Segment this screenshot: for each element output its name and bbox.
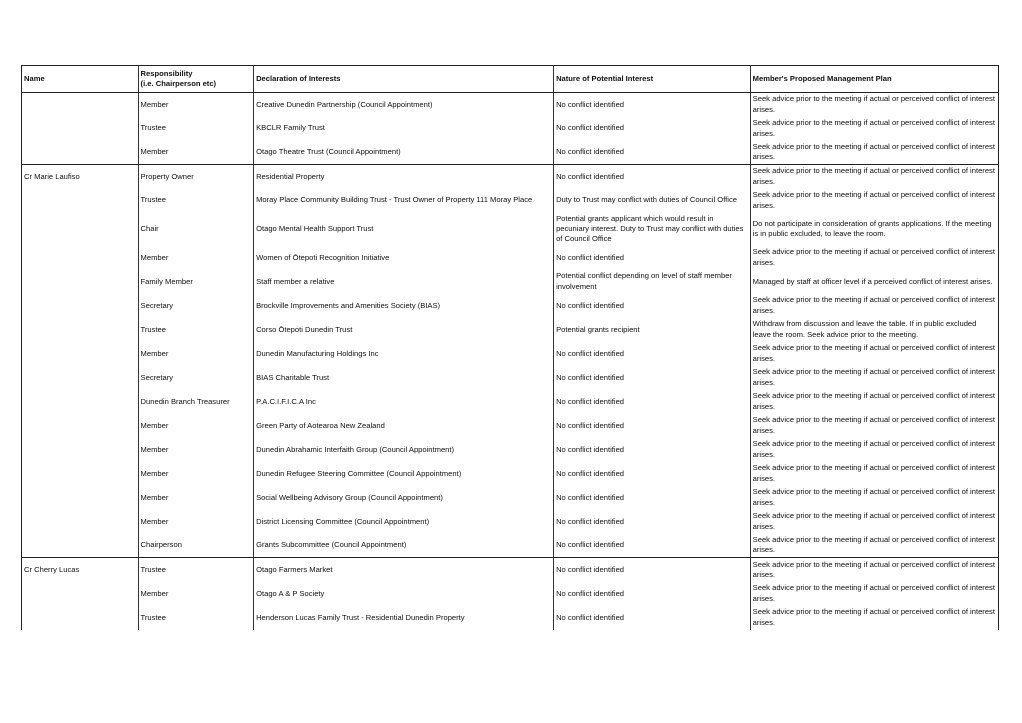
cell-nature: No conflict identified — [554, 294, 751, 318]
cell-name — [22, 534, 139, 558]
header-plan: Member's Proposed Management Plan — [750, 66, 998, 93]
cell-responsibility: Member — [138, 246, 254, 270]
cell-responsibility: Trustee — [138, 189, 254, 213]
cell-name — [22, 246, 139, 270]
cell-declaration: Otago Mental Health Support Trust — [254, 213, 554, 246]
cell-management-plan: Seek advice prior to the meeting if actual or perceived conflict of interest arises. — [750, 117, 998, 141]
table-row — [22, 117, 999, 141]
header-responsibility-line1: Responsibility — [140, 68, 193, 78]
cell-responsibility: Member — [138, 582, 254, 606]
table-row — [22, 141, 999, 165]
table-row — [22, 582, 999, 606]
cell-management-plan: Seek advice prior to the meeting if actual or perceived conflict of interest arises. — [750, 189, 998, 213]
cell-nature: No conflict identified — [554, 510, 751, 534]
cell-management-plan: Managed by staff at officer level if a perceived conflict of interest arises. — [750, 270, 998, 294]
cell-responsibility: Chairperson — [138, 534, 254, 558]
header-name: Name — [22, 66, 139, 93]
cell-responsibility: Secretary — [138, 366, 254, 390]
cell-nature: Potential grants recipient — [554, 318, 751, 342]
cell-management-plan: Seek advice prior to the meeting if actual or perceived conflict of interest arises. — [750, 534, 998, 558]
cell-declaration: Dunedin Manufacturing Holdings Inc — [254, 342, 554, 366]
cell-management-plan: Seek advice prior to the meeting if actual or perceived conflict of interest arises. — [750, 294, 998, 318]
cell-responsibility: Trustee — [138, 117, 254, 141]
cell-management-plan: Seek advice prior to the meeting if actual or perceived conflict of interest arises. — [750, 438, 998, 462]
interests-register-sheet — [21, 65, 999, 630]
cell-nature: No conflict identified — [554, 246, 751, 270]
cell-declaration: Grants Subcommittee (Council Appointment) — [254, 534, 554, 558]
cell-nature: No conflict identified — [554, 582, 751, 606]
table-row — [22, 246, 999, 270]
cell-declaration: Social Wellbeing Advisory Group (Council Appointment) — [254, 486, 554, 510]
header-nature: Nature of Potential Interest — [554, 66, 751, 93]
cell-declaration: Staff member a relative — [254, 270, 554, 294]
header-declaration: Declaration of Interests — [254, 66, 554, 93]
cell-name — [22, 213, 139, 246]
table-row — [22, 438, 999, 462]
cell-management-plan: Seek advice prior to the meeting if actual or perceived conflict of interest arises. — [750, 462, 998, 486]
cell-management-plan: Seek advice prior to the meeting if actual or perceived conflict of interest arises. — [750, 366, 998, 390]
cell-responsibility: Member — [138, 141, 254, 165]
table-row — [22, 294, 999, 318]
table-row — [22, 165, 999, 189]
cell-nature: No conflict identified — [554, 117, 751, 141]
cell-name — [22, 342, 139, 366]
table-body — [22, 93, 999, 630]
cell-declaration: Otago Theatre Trust (Council Appointment) — [254, 141, 554, 165]
cell-declaration: Women of Ōtepoti Recognition Initiative — [254, 246, 554, 270]
cell-name: Cr Marie Laufiso — [22, 165, 139, 189]
cell-declaration: KBCLR Family Trust — [254, 117, 554, 141]
cell-nature: Potential conflict depending on level of staff member involvement — [554, 270, 751, 294]
cell-management-plan: Seek advice prior to the meeting if actual or perceived conflict of interest arises. — [750, 390, 998, 414]
cell-management-plan: Seek advice prior to the meeting if actual or perceived conflict of interest arises. — [750, 165, 998, 189]
cell-management-plan: Seek advice prior to the meeting if actual or perceived conflict of interest arises. — [750, 582, 998, 606]
cell-management-plan: Seek advice prior to the meeting if actual or perceived conflict of interest arises. — [750, 141, 998, 165]
table-header-row — [22, 66, 999, 93]
table-row — [22, 486, 999, 510]
cell-name — [22, 141, 139, 165]
cell-management-plan: Seek advice prior to the meeting if actual or perceived conflict of interest arises. — [750, 486, 998, 510]
table-row — [22, 510, 999, 534]
cell-declaration: Otago Farmers Market — [254, 558, 554, 582]
cell-responsibility: Dunedin Branch Treasurer — [138, 390, 254, 414]
cell-nature: No conflict identified — [554, 606, 751, 630]
cell-management-plan: Do not participate in consideration of grants applications. If the meeting is in public excluded, to leave the room. — [750, 213, 998, 246]
cell-nature: No conflict identified — [554, 486, 751, 510]
cell-declaration: Moray Place Community Building Trust - Trust Owner of Property 111 Moray Place — [254, 189, 554, 213]
cell-declaration: Residential Property — [254, 165, 554, 189]
cell-responsibility: Member — [138, 510, 254, 534]
cell-name — [22, 414, 139, 438]
table-row — [22, 342, 999, 366]
cell-nature: No conflict identified — [554, 165, 751, 189]
cell-management-plan: Seek advice prior to the meeting if actual or perceived conflict of interest arises. — [750, 414, 998, 438]
cell-declaration: Henderson Lucas Family Trust - Residential Dunedin Property — [254, 606, 554, 630]
cell-nature: Duty to Trust may conflict with duties of Council Office — [554, 189, 751, 213]
table-row — [22, 189, 999, 213]
cell-management-plan: Seek advice prior to the meeting if actual or perceived conflict of interest arises. — [750, 558, 998, 582]
cell-management-plan: Seek advice prior to the meeting if actual or perceived conflict of interest arises. — [750, 606, 998, 630]
cell-declaration: BIAS Charitable Trust — [254, 366, 554, 390]
cell-responsibility: Trustee — [138, 606, 254, 630]
cell-responsibility: Member — [138, 462, 254, 486]
cell-name — [22, 606, 139, 630]
cell-management-plan: Withdraw from discussion and leave the table. If in public excluded leave the room. Seek advice prior to the meeting. — [750, 318, 998, 342]
table-row — [22, 318, 999, 342]
cell-declaration: Otago A & P Society — [254, 582, 554, 606]
cell-declaration: Green Party of Aotearoa New Zealand — [254, 414, 554, 438]
cell-name — [22, 294, 139, 318]
cell-name — [22, 390, 139, 414]
cell-declaration: P.A.C.I.F.I.C.A Inc — [254, 390, 554, 414]
cell-nature: No conflict identified — [554, 438, 751, 462]
cell-name — [22, 93, 139, 117]
cell-responsibility: Trustee — [138, 318, 254, 342]
cell-nature: Potential grants applicant which would result in pecuniary interest. Duty to Trust may conflict with duties of Council Office — [554, 213, 751, 246]
cell-name — [22, 486, 139, 510]
table-row — [22, 534, 999, 558]
header-responsibility-line2: (i.e. Chairperson etc) — [140, 79, 217, 88]
interests-register-table — [21, 65, 999, 630]
table-row — [22, 213, 999, 246]
cell-nature: No conflict identified — [554, 390, 751, 414]
cell-management-plan: Seek advice prior to the meeting if actual or perceived conflict of interest arises. — [750, 510, 998, 534]
table-row — [22, 270, 999, 294]
cell-responsibility: Secretary — [138, 294, 254, 318]
cell-name — [22, 117, 139, 141]
table-row — [22, 414, 999, 438]
cell-responsibility: Trustee — [138, 558, 254, 582]
cell-declaration: Brockville Improvements and Amenities Society (BIAS) — [254, 294, 554, 318]
header-responsibility — [138, 66, 254, 93]
table-row — [22, 606, 999, 630]
cell-nature: No conflict identified — [554, 366, 751, 390]
cell-name — [22, 366, 139, 390]
table-row — [22, 366, 999, 390]
table-row — [22, 558, 999, 582]
cell-declaration: Dunedin Abrahamic Interfaith Group (Council Appointment) — [254, 438, 554, 462]
cell-name — [22, 462, 139, 486]
cell-nature: No conflict identified — [554, 462, 751, 486]
cell-nature: No conflict identified — [554, 93, 751, 117]
cell-nature: No conflict identified — [554, 141, 751, 165]
cell-name — [22, 582, 139, 606]
cell-responsibility: Property Owner — [138, 165, 254, 189]
cell-name — [22, 318, 139, 342]
cell-nature: No conflict identified — [554, 414, 751, 438]
cell-nature: No conflict identified — [554, 342, 751, 366]
table-row — [22, 390, 999, 414]
cell-responsibility: Member — [138, 438, 254, 462]
cell-management-plan: Seek advice prior to the meeting if actual or perceived conflict of interest arises. — [750, 342, 998, 366]
cell-name — [22, 510, 139, 534]
cell-name — [22, 270, 139, 294]
cell-declaration: District Licensing Committee (Council Appointment) — [254, 510, 554, 534]
cell-responsibility: Member — [138, 342, 254, 366]
cell-responsibility: Member — [138, 414, 254, 438]
table-row — [22, 93, 999, 117]
cell-declaration: Corso Ōtepoti Dunedin Trust — [254, 318, 554, 342]
cell-nature: No conflict identified — [554, 558, 751, 582]
cell-responsibility: Family Member — [138, 270, 254, 294]
cell-responsibility: Member — [138, 93, 254, 117]
cell-management-plan: Seek advice prior to the meeting if actual or perceived conflict of interest arises. — [750, 93, 998, 117]
cell-responsibility: Member — [138, 486, 254, 510]
cell-management-plan: Seek advice prior to the meeting if actual or perceived conflict of interest arises. — [750, 246, 998, 270]
table-row — [22, 462, 999, 486]
cell-name — [22, 438, 139, 462]
cell-declaration: Dunedin Refugee Steering Committee (Council Appointment) — [254, 462, 554, 486]
cell-responsibility: Chair — [138, 213, 254, 246]
cell-declaration: Creative Dunedin Partnership (Council Appointment) — [254, 93, 554, 117]
cell-name — [22, 189, 139, 213]
cell-nature: No conflict identified — [554, 534, 751, 558]
cell-name: Cr Cherry Lucas — [22, 558, 139, 582]
